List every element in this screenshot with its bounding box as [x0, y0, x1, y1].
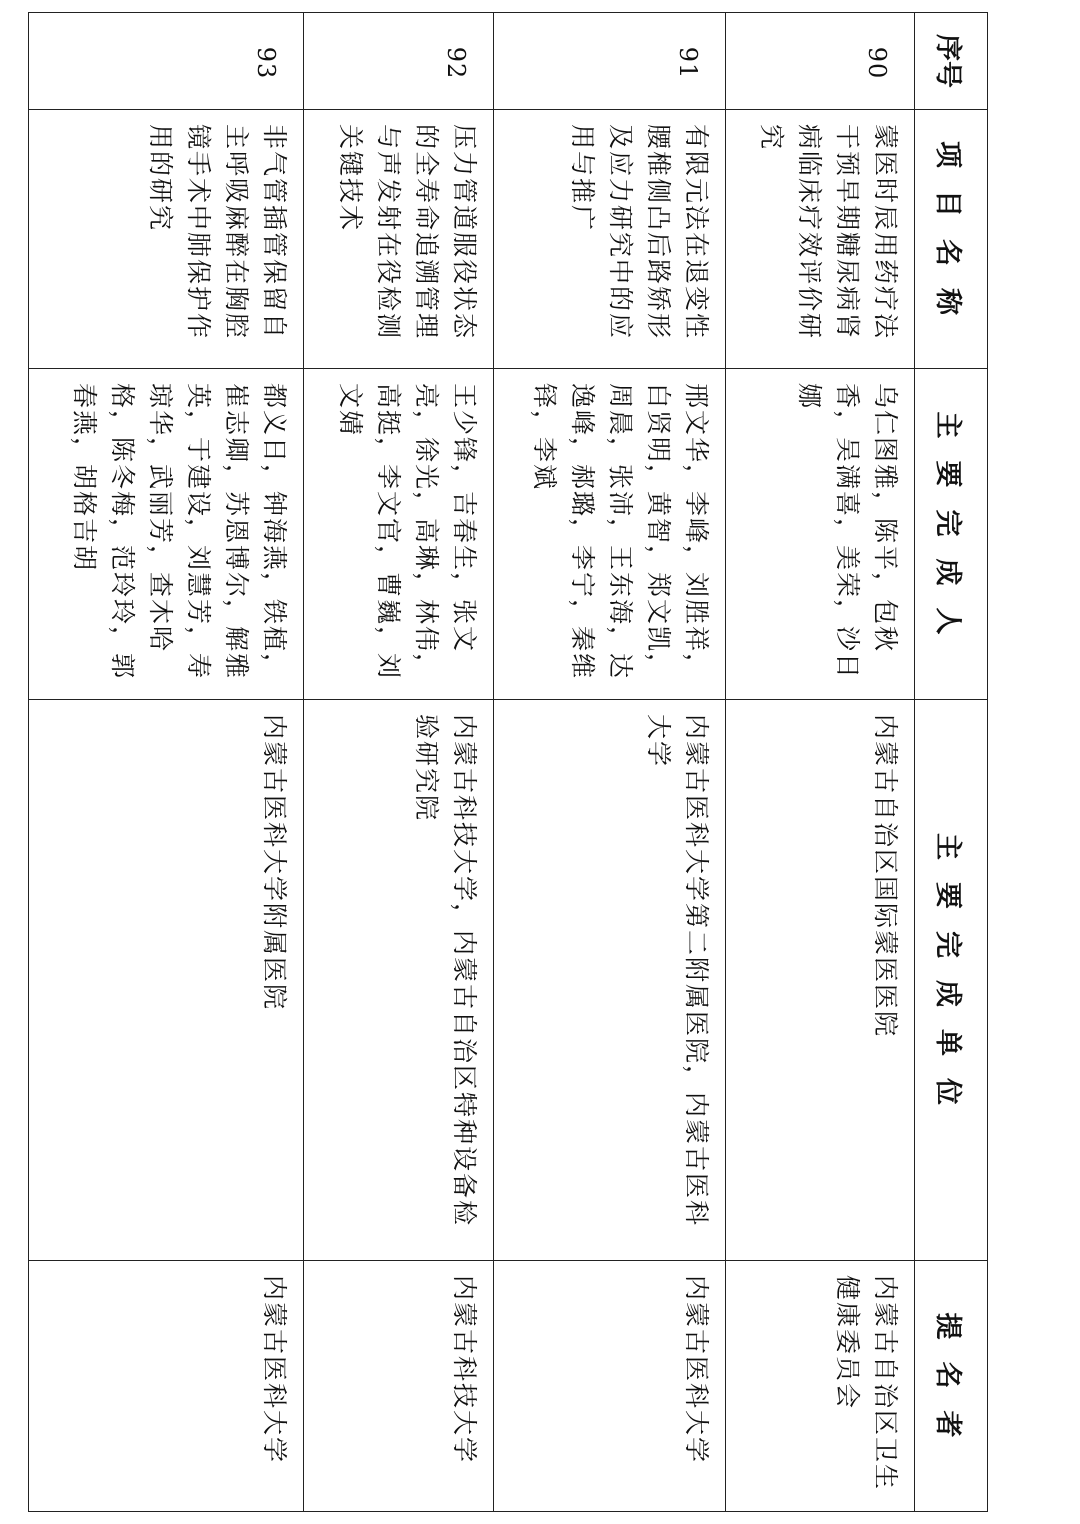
cell-project-name: 有限元法在退变性腰椎侧凸后路矫形及应力研究中的应用与推广 — [493, 110, 725, 369]
cell-seq: 92 — [304, 13, 493, 110]
table-row — [29, 13, 304, 1512]
cell-main-units: 内蒙古医科大学附属医院 — [29, 700, 304, 1261]
table-row — [725, 13, 914, 1512]
table-row — [493, 13, 725, 1512]
cell-nominator: 内蒙古医科大学 — [29, 1261, 304, 1512]
rotated-table-page — [28, 12, 988, 1506]
header-seq: 序号 — [915, 13, 988, 110]
cell-nominator: 内蒙古科技大学 — [304, 1261, 493, 1512]
header-main-units: 主要完成单位 — [915, 700, 988, 1261]
cell-seq: 93 — [29, 13, 304, 110]
cell-main-people: 王少锋，吉春生，张文亮，徐光，高琳，林伟，高挺，李文官，曹巍，刘文婧 — [304, 369, 493, 700]
table-row — [304, 13, 493, 1512]
cell-project-name: 压力管道服役状态的全寿命追溯管理与声发射在役检测关键技术 — [304, 110, 493, 369]
cell-nominator: 内蒙古自治区卫生健康委员会 — [725, 1261, 914, 1512]
header-nominator: 提名者 — [915, 1261, 988, 1512]
cell-seq: 91 — [493, 13, 725, 110]
header-main-people: 主要完成人 — [915, 369, 988, 700]
cell-seq: 90 — [725, 13, 914, 110]
cell-main-people: 都义日，钟海燕，铁植，崔志卿，苏恩博尔，解雅英，于建设，刘慧芳，寿琼华，武丽芳，查木哈格，陈冬梅，范玲玲，郭春燕，胡格吉胡 — [29, 369, 304, 700]
cell-main-units: 内蒙古医科大学第二附属医院，内蒙古医科大学 — [493, 700, 725, 1261]
table-header-row — [915, 13, 988, 1512]
cell-main-units: 内蒙古自治区国际蒙医医院 — [725, 700, 914, 1261]
cell-main-people: 邢文华，李峰，刘胜祥，白贤明，黄智，郑文凯，周晨，张沛，王东海，达逸峰，郝璐，李宁，秦维铎，李斌 — [493, 369, 725, 700]
cell-nominator: 内蒙古医科大学 — [493, 1261, 725, 1512]
cell-main-units: 内蒙古科技大学，内蒙古自治区特种设备检验研究院 — [304, 700, 493, 1261]
award-projects-table — [28, 12, 988, 1512]
header-project-name: 项目名称 — [915, 110, 988, 369]
cell-project-name: 蒙医时辰用药疗法干预早期糖尿病肾病临床疗效评价研究 — [725, 110, 914, 369]
cell-project-name: 非气管插管保留自主呼吸麻醉在胸腔镜手术中肺保护作用的研究 — [29, 110, 304, 369]
cell-main-people: 乌仁图雅，陈平，包秋香，吴满喜，美荣，沙日娜 — [725, 369, 914, 700]
